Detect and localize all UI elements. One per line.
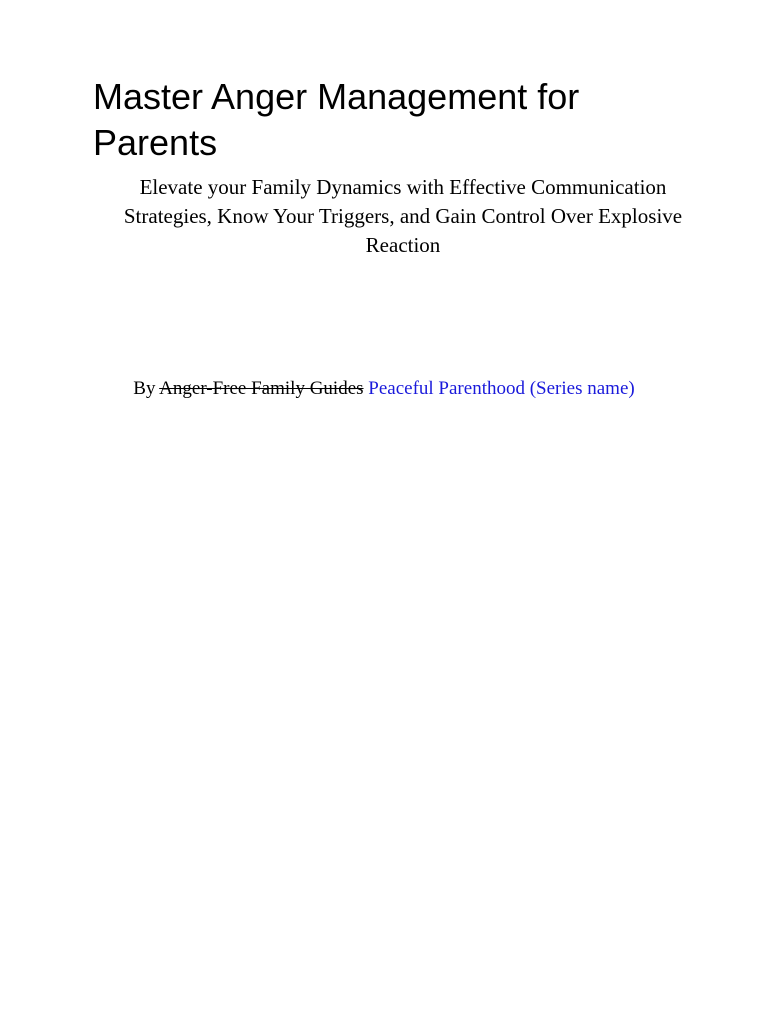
byline bbox=[0, 376, 768, 402]
struck-author-name: Anger-Free Family Guides bbox=[159, 378, 364, 399]
document-title: Master Anger Management for Parents bbox=[93, 76, 580, 163]
series-name: Peaceful Parenthood (Series name) bbox=[368, 378, 635, 399]
document-subtitle: Elevate your Family Dynamics with Effective Communication Strategies, Know Your Triggers, and Gain Control Over Explosive Reaction bbox=[123, 175, 683, 257]
byline-prefix: By bbox=[133, 378, 156, 399]
